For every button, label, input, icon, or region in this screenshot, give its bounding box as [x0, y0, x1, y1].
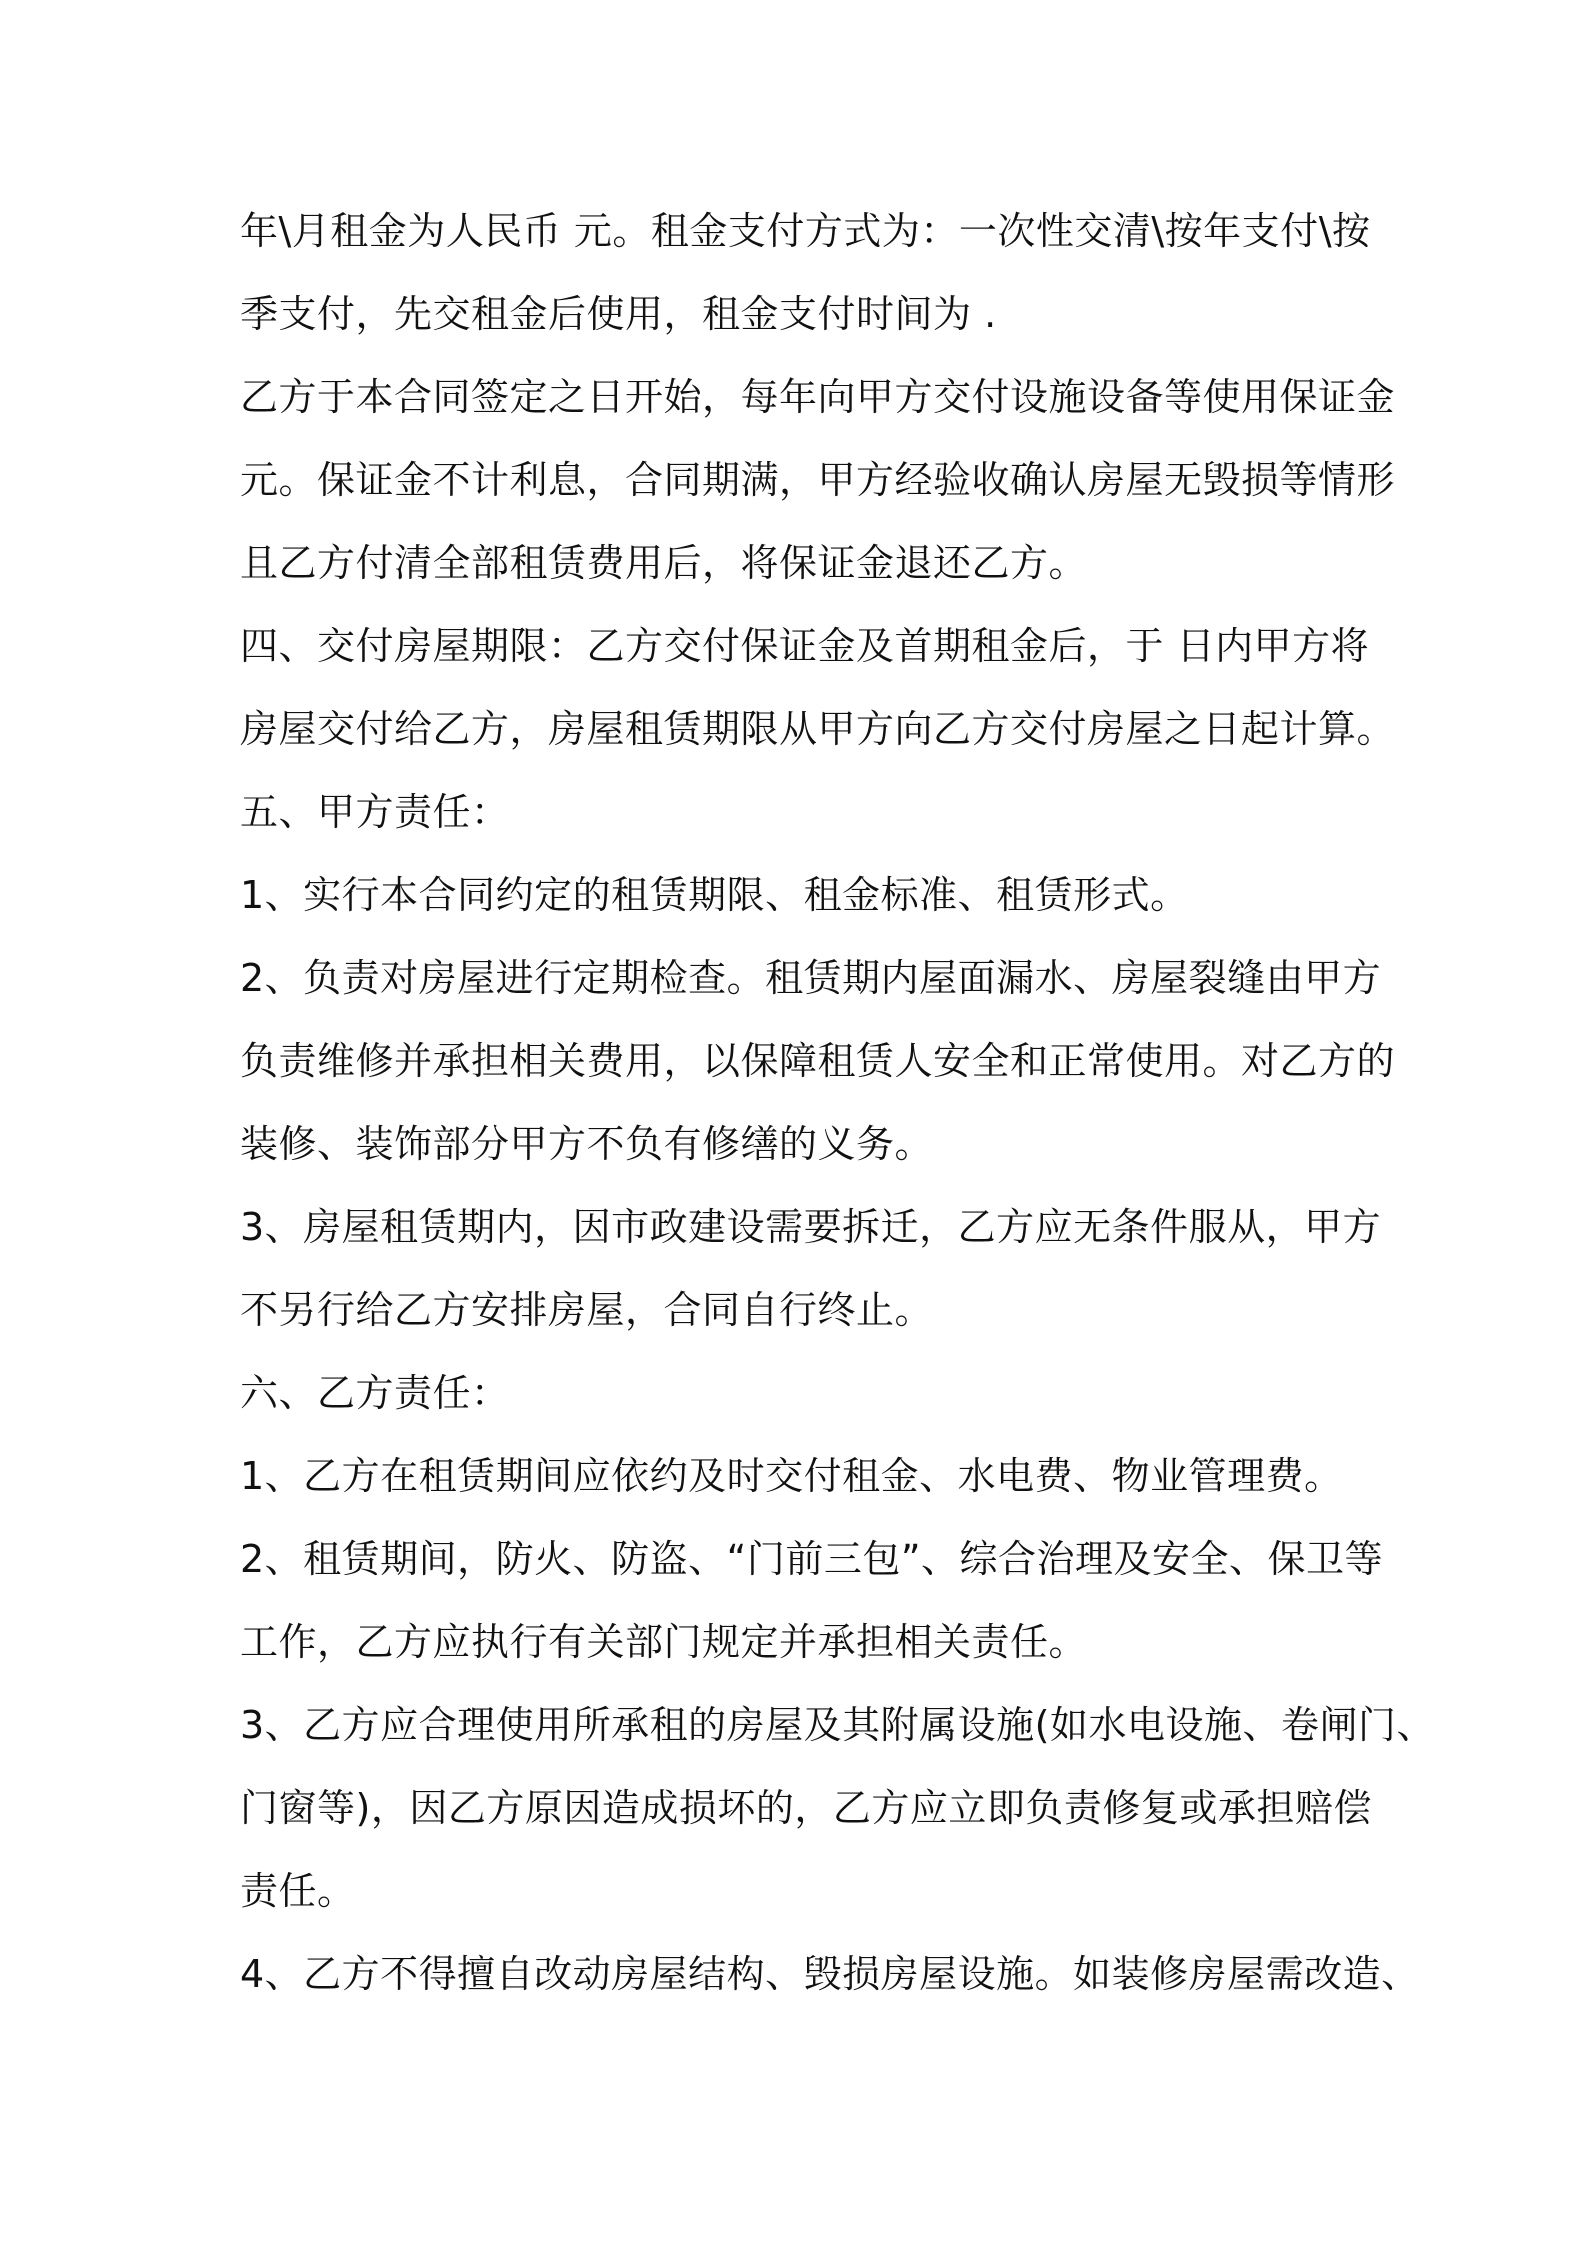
text-line: 3、房屋租赁期内，因市政建设需要拆迁，乙方应无条件服从，甲方	[240, 1205, 1382, 1249]
text-line: 4、乙方不得擅自改动房屋结构、毁损房屋设施。如装修房屋需改造、	[240, 1952, 1420, 1996]
text-line: 季支付，先交租金后使用，租金支付时间为 .	[240, 292, 997, 336]
text-line: 2、负责对房屋进行定期检查。租赁期内屋面漏水、房屋裂缝由甲方	[240, 956, 1382, 1000]
text-line: 且乙方付清全部租赁费用后，将保证金退还乙方。	[240, 541, 1088, 585]
text-line: 不另行给乙方安排房屋，合同自行终止。	[240, 1288, 934, 1332]
text-line: 装修、装饰部分甲方不负有修缮的义务。	[240, 1122, 934, 1166]
text-line: 2、租赁期间，防火、防盗、“门前三包”、综合治理及安全、保卫等	[240, 1537, 1384, 1581]
text-line: 3、乙方应合理使用所承租的房屋及其附属设施(如水电设施、卷闸门、	[240, 1703, 1436, 1747]
text-line: 门窗等)，因乙方原因造成损坏的，乙方应立即负责修复或承担赔偿	[240, 1786, 1372, 1830]
section-heading: 五、甲方责任：	[240, 790, 510, 834]
text-line: 1、实行本合同约定的租赁期限、租金标准、租赁形式。	[240, 873, 1189, 917]
text-line: 工作，乙方应执行有关部门规定并承担相关责任。	[240, 1620, 1088, 1664]
text-line: 责任。	[240, 1869, 356, 1913]
text-line: 年\月租金为人民币 元。租金支付方式为：一次性交清\按年支付\按	[240, 209, 1371, 253]
text-line: 负责维修并承担相关费用，以保障租赁人安全和正常使用。对乙方的	[240, 1039, 1396, 1083]
section-heading: 六、乙方责任：	[240, 1371, 510, 1415]
text-line: 房屋交付给乙方，房屋租赁期限从甲方向乙方交付房屋之日起计算。	[240, 707, 1396, 751]
text-line: 乙方于本合同签定之日开始，每年向甲方交付设施设备等使用保证金	[240, 375, 1396, 419]
text-line: 四、交付房屋期限：乙方交付保证金及首期租金后，于 日内甲方将	[240, 624, 1370, 668]
text-line: 元。保证金不计利息，合同期满，甲方经验收确认房屋无毁损等情形	[240, 458, 1396, 502]
text-line: 1、乙方在租赁期间应依约及时交付租金、水电费、物业管理费。	[240, 1454, 1343, 1498]
